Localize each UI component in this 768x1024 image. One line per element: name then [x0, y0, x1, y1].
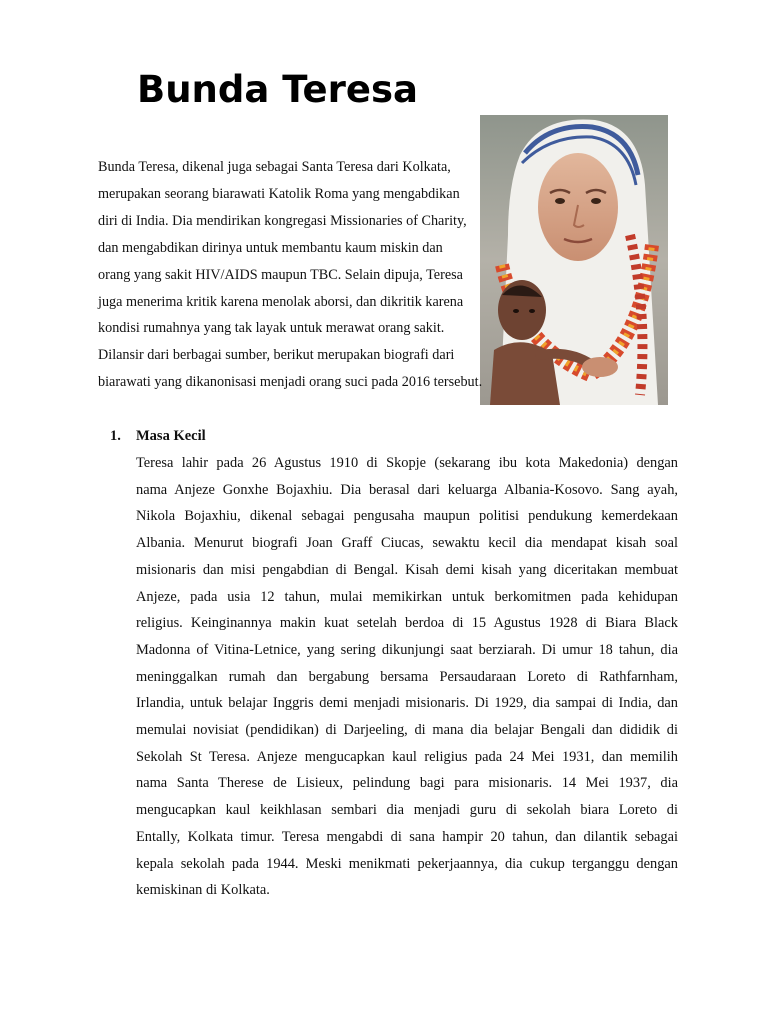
section-heading — [110, 424, 206, 448]
intro-line: dan mengabdikan dirinya untuk membantu kaum miskin dan — [98, 239, 443, 256]
intro-paragraph — [98, 154, 518, 396]
intro-line: diri di India. Dia mendirikan kongregasi Missionaries of Charity, — [98, 212, 467, 229]
intro-line: orang yang sakit HIV/AIDS maupun TBC. Selain dipuja, Teresa — [98, 266, 463, 283]
section-number: 1. — [110, 428, 121, 444]
body-line: nama Anjeze Gonxhe Bojaxhiu. Dia berasal dari keluarga Albania-Kosovo. Sang ayah, — [136, 481, 678, 498]
body-line: meninggalkan rumah dan bergabung bersama Persaudaraan Loreto di Rathfarnham, — [136, 668, 678, 685]
body-line: Madonna of Vitina-Letnice, yang sering dikunjungi saat berziarah. Di umur 18 tahun, dia — [136, 641, 678, 658]
body-line: religius. Keinginannya makin kuat setelah berdoa di 15 Agustus 1928 di Biara Black — [136, 615, 678, 632]
body-line: Nikola Bojaxhiu, dikenal sebagai pengusaha maupun politisi pendukung kemerdekaan — [136, 508, 678, 525]
intro-line: Bunda Teresa, dikenal juga sebagai Santa Teresa dari Kolkata, — [98, 159, 451, 175]
body-line: memulai novisiat (pendidikan) di Darjeeling, di mana dia belajar Bengali dan dididik di — [136, 722, 678, 739]
body-line: kemiskinan di Kolkata. — [136, 882, 270, 899]
body-line: nama Santa Therese de Lisieux, pelindung bagi para misionaris. 14 Mei 1937, dia — [136, 775, 678, 792]
document-title: Bunda Teresa — [137, 68, 418, 111]
section-title: Masa Kecil — [136, 428, 206, 444]
body-line: kepala sekolah pada 1944. Meski menikmati pekerjaannya, dia cukup terganggu dengan — [136, 855, 678, 872]
body-line: Entally, Kolkata timur. Teresa mengabdi di sana hampir 20 tahun, dan dilantik sebagai — [136, 828, 678, 845]
body-line: mengucapkan kaul keikhlasan sembari dia menjadi guru di sekolah biara Loreto di — [136, 802, 678, 819]
intro-line: merupakan seorang biarawati Katolik Roma yang mengabdikan — [98, 185, 460, 202]
section-body — [136, 450, 678, 904]
intro-line: biarawati yang dikanonisasi menjadi orang suci pada 2016 tersebut. — [98, 374, 483, 391]
body-line: Anjeze, pada usia 12 tahun, mulai memikirkan untuk berkomitmen pada kehidupan — [136, 588, 678, 605]
body-line: Albania. Menurut biografi Joan Graff Ciucas, sewaktu kecil dia mendapat kisah soal — [136, 535, 678, 552]
intro-line: juga menerima kritik karena menolak aborsi, dan dikritik karena — [98, 293, 464, 310]
body-line: Irlandia, untuk belajar Inggris demi menjadi misionaris. Di 1929, dia sampai di India, dan — [136, 695, 678, 712]
intro-line: Dilansir dari berbagai sumber, berikut merupakan biografi dari — [98, 347, 455, 364]
body-line: misionaris dan misi pengabdian di Bengal. Kisah demi kisah yang diceritakan membuat — [136, 561, 678, 578]
body-line: Teresa lahir pada 26 Agustus 1910 di Skopje (sekarang ibu kota Makedonia) dengan — [136, 455, 678, 471]
body-line: Sekolah St Teresa. Anjeze mengucapkan kaul religius pada 24 Mei 1931, dan memilih — [136, 748, 678, 765]
intro-line: kondisi rumahnya yang tak layak untuk merawat orang sakit. — [98, 320, 445, 337]
